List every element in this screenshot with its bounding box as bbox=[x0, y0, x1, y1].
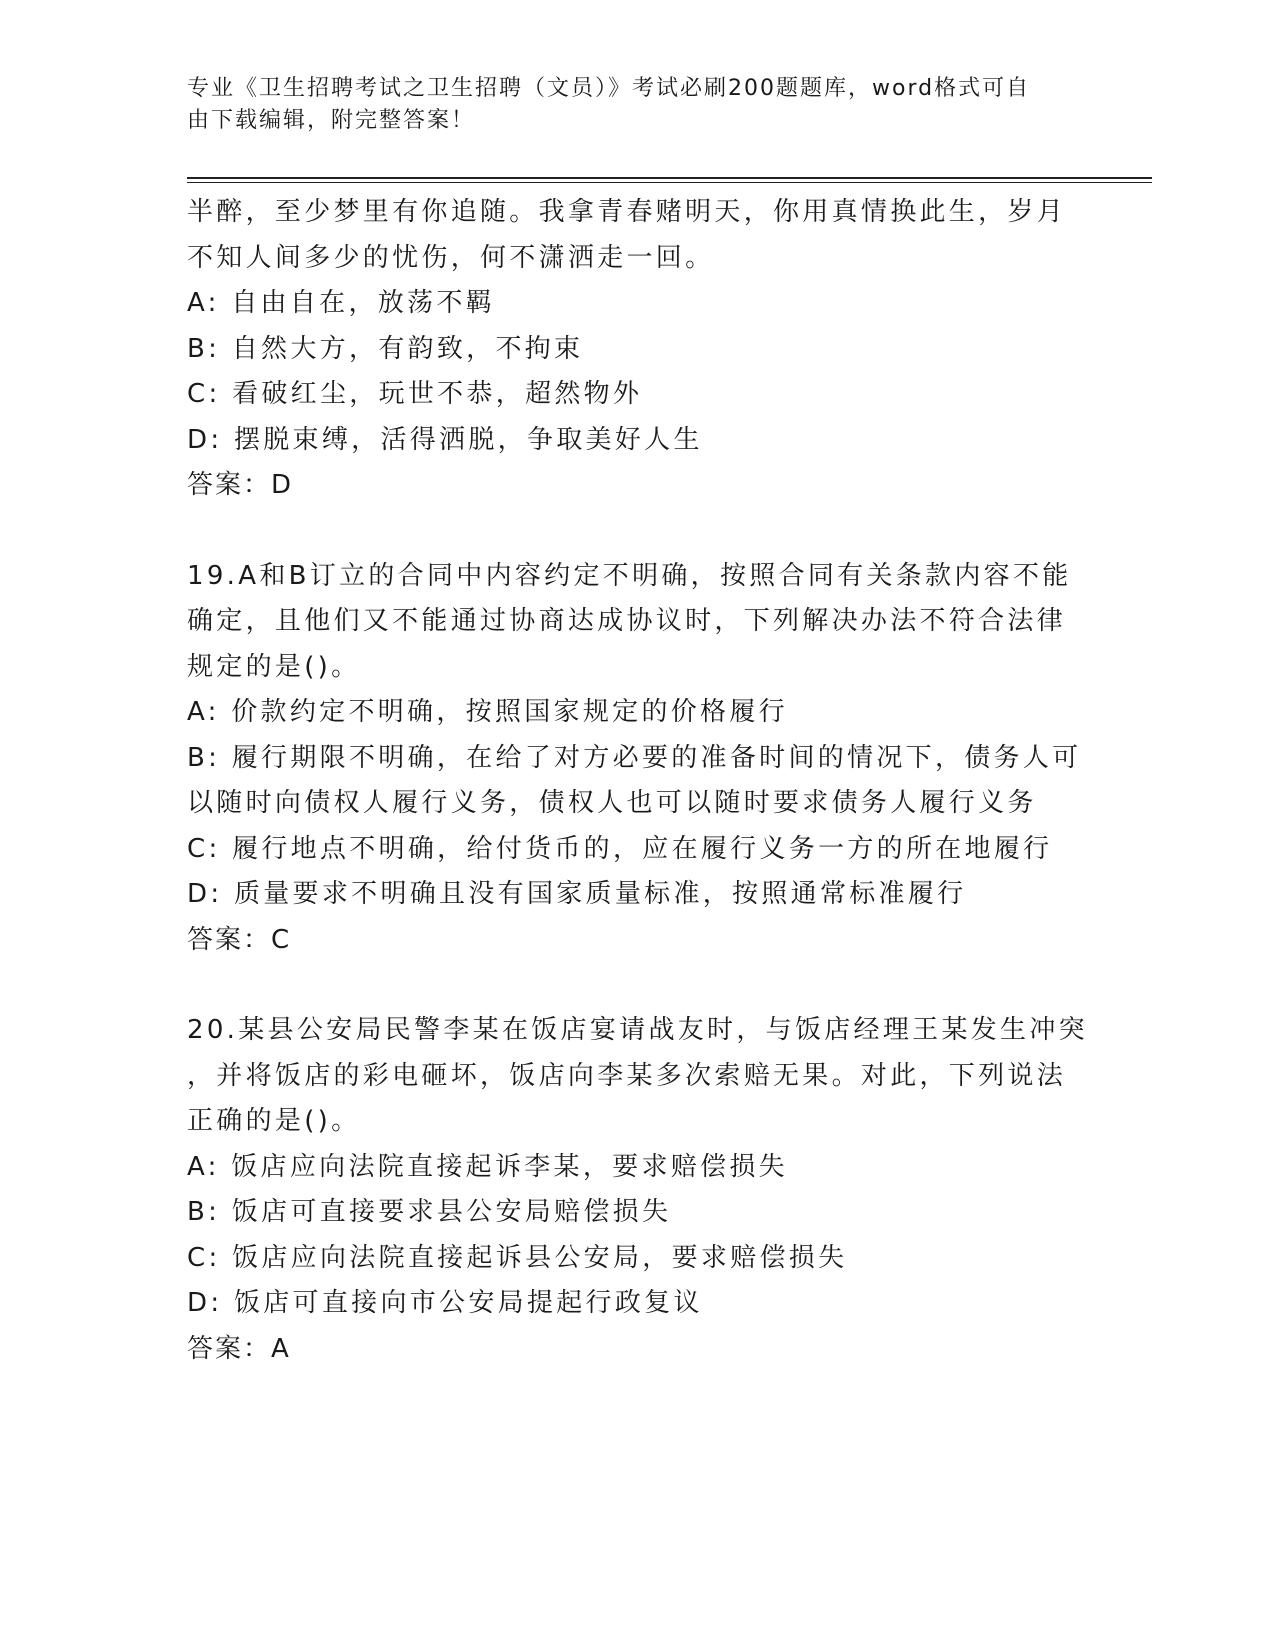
header-divider-thick bbox=[187, 177, 1152, 179]
question-stem-line: 不知人间多少的忧伤，何不潇洒走一回。 bbox=[187, 242, 715, 273]
option-a: A: 价款约定不明确，按照国家规定的价格履行 bbox=[187, 697, 788, 727]
option-d: D: 饭店可直接向市公安局提起行政复议 bbox=[187, 1288, 703, 1318]
answer-label: 答案：D bbox=[187, 470, 294, 500]
header-line-1: 专业《卫生招聘考试之卫生招聘（文员）》考试必刷200题题库，word格式可自 bbox=[187, 76, 1031, 101]
question-stem-line: 确定，且他们又不能通过协商达成协议时，下列解决办法不符合法律 bbox=[187, 606, 1067, 636]
option-c: C: 看破红尘，玩世不恭，超然物外 bbox=[187, 379, 643, 409]
question-stem-line: 20.某县公安局民警李某在饭店宴请战友时，与饭店经理王某发生冲突 bbox=[187, 1015, 1088, 1045]
question-19 bbox=[187, 554, 1082, 964]
option-b-continued: 以随时向债权人履行义务，债权人也可以随时要求债务人履行义务 bbox=[187, 788, 1037, 818]
question-stem-line: ，并将饭店的彩电砸坏，饭店向李某多次索赔无果。对此，下列说法 bbox=[187, 1060, 1067, 1091]
option-a: A: 自由自在，放荡不羁 bbox=[187, 288, 495, 318]
answer-label: 答案：A bbox=[187, 1333, 291, 1364]
header-divider-thin bbox=[187, 182, 1152, 183]
option-b: B: 饭店可直接要求县公安局赔偿损失 bbox=[187, 1197, 672, 1227]
option-d: D: 质量要求不明确且没有国家质量标准，按照通常标准履行 bbox=[187, 879, 967, 909]
option-c: C: 饭店应向法院直接起诉县公安局，要求赔偿损失 bbox=[187, 1242, 848, 1273]
question-stem-line: 半醉，至少梦里有你追随。我拿青春赌明天，你用真情换此生，岁月 bbox=[187, 197, 1067, 227]
question-stem-line: 规定的是()。 bbox=[187, 651, 361, 682]
document-header bbox=[187, 73, 1067, 137]
header-line-2: 由下载编辑，附完整答案！ bbox=[187, 108, 476, 133]
option-b: B: 履行期限不明确，在给了对方必要的准备时间的情况下，债务人可 bbox=[187, 742, 1082, 773]
option-c: C: 履行地点不明确，给付货币的，应在履行义务一方的所在地履行 bbox=[187, 833, 1053, 864]
answer-label: 答案：C bbox=[187, 924, 292, 955]
question-spacer bbox=[187, 963, 1077, 1008]
question-content bbox=[187, 190, 1088, 1372]
question-spacer bbox=[187, 509, 1077, 554]
question-20 bbox=[187, 1008, 1088, 1372]
question-stem-line: 正确的是()。 bbox=[187, 1106, 361, 1136]
option-a: A: 饭店应向法院直接起诉李某，要求赔偿损失 bbox=[187, 1151, 788, 1182]
option-b: B: 自然大方，有韵致，不拘束 bbox=[187, 333, 584, 364]
question-stem-line: 19.A和B订立的合同中内容约定不明确，按照合同有关条款内容不能 bbox=[187, 560, 1072, 591]
question-18 bbox=[187, 190, 1077, 509]
option-d: D: 摆脱束缚，活得洒脱，争取美好人生 bbox=[187, 424, 703, 455]
